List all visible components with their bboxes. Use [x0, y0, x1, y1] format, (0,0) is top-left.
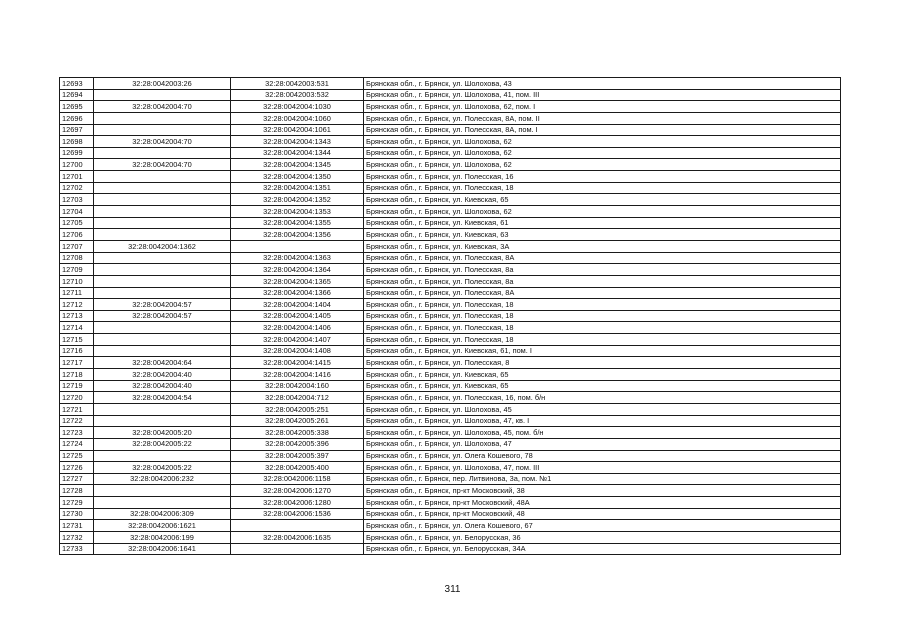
- table-row: [60, 473, 841, 485]
- address-cell: Брянская обл., г. Брянск, ул. Полесская, 16: [364, 171, 841, 183]
- row-number-cell: 12700: [60, 159, 94, 171]
- parent-cadastral-number-cell: 32:28:0042004:70: [94, 136, 231, 148]
- table-row: [60, 182, 841, 194]
- table-row: [60, 275, 841, 287]
- parent-cadastral-number-cell: [94, 89, 231, 101]
- parent-cadastral-number-cell: 32:28:0042006:309: [94, 508, 231, 520]
- cadastral-number-cell: 32:28:0042004:1408: [231, 345, 364, 357]
- table-row: [60, 485, 841, 497]
- parent-cadastral-number-cell: [94, 147, 231, 159]
- row-number-cell: 12725: [60, 450, 94, 462]
- cadastral-number-cell: 32:28:0042004:1406: [231, 322, 364, 334]
- address-cell: Брянская обл., г. Брянск, ул. Полесская, 8а: [364, 275, 841, 287]
- table-row: [60, 334, 841, 346]
- address-cell: Брянская обл., г. Брянск, ул. Киевская, 61: [364, 217, 841, 229]
- cadastral-number-cell: 32:28:0042004:712: [231, 392, 364, 404]
- cadastral-number-cell: 32:28:0042005:251: [231, 403, 364, 415]
- row-number-cell: 12695: [60, 101, 94, 113]
- table-row: [60, 89, 841, 101]
- parent-cadastral-number-cell: 32:28:0042004:57: [94, 299, 231, 311]
- parent-cadastral-number-cell: [94, 217, 231, 229]
- table-row: [60, 543, 841, 555]
- table-row: [60, 136, 841, 148]
- address-cell: Брянская обл., г. Брянск, ул. Киевская, 3А: [364, 240, 841, 252]
- parent-cadastral-number-cell: [94, 124, 231, 136]
- row-number-cell: 12732: [60, 531, 94, 543]
- address-cell: Брянская обл., г. Брянск, ул. Полесская, 18: [364, 322, 841, 334]
- row-number-cell: 12733: [60, 543, 94, 555]
- row-number-cell: 12699: [60, 147, 94, 159]
- row-number-cell: 12714: [60, 322, 94, 334]
- cadastral-number-cell: [231, 240, 364, 252]
- address-cell: Брянская обл., г. Брянск, ул. Полесская, 8А, пом. II: [364, 112, 841, 124]
- cadastral-number-cell: [231, 520, 364, 532]
- address-cell: Брянская обл., г. Брянск, ул. Шолохова, 41, пом. III: [364, 89, 841, 101]
- row-number-cell: 12698: [60, 136, 94, 148]
- address-cell: Брянская обл., г. Брянск, ул. Шолохова, 62: [364, 206, 841, 218]
- address-cell: Брянская обл., г. Брянск, ул. Киевская, 65: [364, 194, 841, 206]
- cadastral-number-cell: 32:28:0042006:1635: [231, 531, 364, 543]
- cadastral-number-cell: 32:28:0042003:531: [231, 78, 364, 90]
- cadastral-number-cell: 32:28:0042004:1415: [231, 357, 364, 369]
- cadastral-number-cell: 32:28:0042004:1350: [231, 171, 364, 183]
- cadastral-number-cell: 32:28:0042006:1270: [231, 485, 364, 497]
- parent-cadastral-number-cell: [94, 334, 231, 346]
- address-cell: Брянская обл., г. Брянск, ул. Полесская, 8а: [364, 264, 841, 276]
- cadastral-number-cell: 32:28:0042006:1280: [231, 497, 364, 509]
- row-number-cell: 12712: [60, 299, 94, 311]
- row-number-cell: 12701: [60, 171, 94, 183]
- parent-cadastral-number-cell: [94, 252, 231, 264]
- address-cell: Брянская обл., г. Брянск, ул. Белорусская, 34А: [364, 543, 841, 555]
- parent-cadastral-number-cell: [94, 264, 231, 276]
- parent-cadastral-number-cell: [94, 112, 231, 124]
- address-cell: Брянская обл., г. Брянск, ул. Шолохова, 62, пом. I: [364, 101, 841, 113]
- table-row: [60, 520, 841, 532]
- parent-cadastral-number-cell: 32:28:0042003:26: [94, 78, 231, 90]
- row-number-cell: 12719: [60, 380, 94, 392]
- row-number-cell: 12716: [60, 345, 94, 357]
- address-cell: Брянская обл., г. Брянск, ул. Киевская, 65: [364, 369, 841, 381]
- row-number-cell: 12721: [60, 403, 94, 415]
- row-number-cell: 12715: [60, 334, 94, 346]
- parent-cadastral-number-cell: 32:28:0042004:70: [94, 159, 231, 171]
- parent-cadastral-number-cell: 32:28:0042006:1621: [94, 520, 231, 532]
- parent-cadastral-number-cell: [94, 171, 231, 183]
- table-row: [60, 427, 841, 439]
- parent-cadastral-number-cell: [94, 345, 231, 357]
- records-table-body: [60, 78, 841, 555]
- row-number-cell: 12729: [60, 497, 94, 509]
- cadastral-number-cell: 32:28:0042004:1363: [231, 252, 364, 264]
- parent-cadastral-number-cell: [94, 403, 231, 415]
- table-row: [60, 299, 841, 311]
- table-row: [60, 508, 841, 520]
- cadastral-number-cell: 32:28:0042004:1364: [231, 264, 364, 276]
- table-row: [60, 415, 841, 427]
- address-cell: Брянская обл., г. Брянск, ул. Полесская, 18: [364, 334, 841, 346]
- parent-cadastral-number-cell: [94, 287, 231, 299]
- table-row: [60, 159, 841, 171]
- table-row: [60, 252, 841, 264]
- address-cell: Брянская обл., г. Брянск, ул. Шолохова, 62: [364, 147, 841, 159]
- address-cell: Брянская обл., г. Брянск, ул. Шолохова, 45: [364, 403, 841, 415]
- row-number-cell: 12724: [60, 438, 94, 450]
- cadastral-number-cell: 32:28:0042004:1416: [231, 369, 364, 381]
- records-table: [59, 77, 841, 555]
- cadastral-number-cell: 32:28:0042006:1158: [231, 473, 364, 485]
- cadastral-number-cell: 32:28:0042004:1343: [231, 136, 364, 148]
- cadastral-number-cell: 32:28:0042003:532: [231, 89, 364, 101]
- address-cell: Брянская обл., г. Брянск, ул. Полесская, 8: [364, 357, 841, 369]
- table-row: [60, 78, 841, 90]
- cadastral-number-cell: 32:28:0042005:400: [231, 462, 364, 474]
- cadastral-number-cell: 32:28:0042004:1365: [231, 275, 364, 287]
- table-row: [60, 112, 841, 124]
- parent-cadastral-number-cell: 32:28:0042005:22: [94, 462, 231, 474]
- row-number-cell: 12704: [60, 206, 94, 218]
- address-cell: Брянская обл., г. Брянск, пр-кт Московский, 48А: [364, 497, 841, 509]
- row-number-cell: 12711: [60, 287, 94, 299]
- table-row: [60, 264, 841, 276]
- address-cell: Брянская обл., г. Брянск, ул. Шолохова, 47: [364, 438, 841, 450]
- parent-cadastral-number-cell: [94, 229, 231, 241]
- address-cell: Брянская обл., г. Брянск, ул. Шолохова, 47, пом. III: [364, 462, 841, 474]
- table-row: [60, 403, 841, 415]
- table-row: [60, 380, 841, 392]
- row-number-cell: 12708: [60, 252, 94, 264]
- row-number-cell: 12710: [60, 275, 94, 287]
- parent-cadastral-number-cell: [94, 497, 231, 509]
- address-cell: Брянская обл., г. Брянск, ул. Полесская, 18: [364, 310, 841, 322]
- table-row: [60, 450, 841, 462]
- address-cell: Брянская обл., г. Брянск, ул. Олега Кошевого, 78: [364, 450, 841, 462]
- table-row: [60, 217, 841, 229]
- table-row: [60, 287, 841, 299]
- parent-cadastral-number-cell: [94, 182, 231, 194]
- parent-cadastral-number-cell: [94, 450, 231, 462]
- parent-cadastral-number-cell: [94, 194, 231, 206]
- address-cell: Брянская обл., г. Брянск, ул. Олега Кошевого, 67: [364, 520, 841, 532]
- row-number-cell: 12705: [60, 217, 94, 229]
- address-cell: Брянская обл., г. Брянск, ул. Киевская, 63: [364, 229, 841, 241]
- cadastral-number-cell: 32:28:0042004:1355: [231, 217, 364, 229]
- table-row: [60, 229, 841, 241]
- address-cell: Брянская обл., г. Брянск, ул. Шолохова, 45, пом. б/н: [364, 427, 841, 439]
- cadastral-number-cell: 32:28:0042006:1536: [231, 508, 364, 520]
- cadastral-number-cell: 32:28:0042004:1407: [231, 334, 364, 346]
- cadastral-number-cell: 32:28:0042005:261: [231, 415, 364, 427]
- address-cell: Брянская обл., г. Брянск, пр-кт Московский, 38: [364, 485, 841, 497]
- row-number-cell: 12697: [60, 124, 94, 136]
- table-row: [60, 531, 841, 543]
- parent-cadastral-number-cell: [94, 415, 231, 427]
- address-cell: Брянская обл., г. Брянск, ул. Полесская, 8А: [364, 287, 841, 299]
- table-row: [60, 240, 841, 252]
- parent-cadastral-number-cell: 32:28:0042004:1362: [94, 240, 231, 252]
- parent-cadastral-number-cell: [94, 275, 231, 287]
- row-number-cell: 12731: [60, 520, 94, 532]
- row-number-cell: 12713: [60, 310, 94, 322]
- cadastral-number-cell: 32:28:0042005:338: [231, 427, 364, 439]
- address-cell: Брянская обл., г. Брянск, ул. Шолохова, 47, кв. I: [364, 415, 841, 427]
- row-number-cell: 12693: [60, 78, 94, 90]
- cadastral-number-cell: 32:28:0042004:1356: [231, 229, 364, 241]
- cadastral-number-cell: 32:28:0042004:1060: [231, 112, 364, 124]
- cadastral-number-cell: 32:28:0042005:397: [231, 450, 364, 462]
- table-row: [60, 124, 841, 136]
- address-cell: Брянская обл., г. Брянск, ул. Полесская, 18: [364, 182, 841, 194]
- parent-cadastral-number-cell: 32:28:0042005:22: [94, 438, 231, 450]
- address-cell: Брянская обл., г. Брянск, ул. Шолохова, 43: [364, 78, 841, 90]
- address-cell: Брянская обл., г. Брянск, ул. Полесская, 8А: [364, 252, 841, 264]
- row-number-cell: 12694: [60, 89, 94, 101]
- row-number-cell: 12727: [60, 473, 94, 485]
- table-row: [60, 392, 841, 404]
- row-number-cell: 12702: [60, 182, 94, 194]
- table-row: [60, 438, 841, 450]
- parent-cadastral-number-cell: 32:28:0042005:20: [94, 427, 231, 439]
- row-number-cell: 12723: [60, 427, 94, 439]
- parent-cadastral-number-cell: 32:28:0042004:40: [94, 380, 231, 392]
- cadastral-number-cell: 32:28:0042004:1366: [231, 287, 364, 299]
- parent-cadastral-number-cell: 32:28:0042004:70: [94, 101, 231, 113]
- address-cell: Брянская обл., г. Брянск, пр-кт Московский, 48: [364, 508, 841, 520]
- parent-cadastral-number-cell: 32:28:0042004:64: [94, 357, 231, 369]
- parent-cadastral-number-cell: 32:28:0042004:54: [94, 392, 231, 404]
- table-row: [60, 345, 841, 357]
- table-row: [60, 206, 841, 218]
- parent-cadastral-number-cell: [94, 485, 231, 497]
- cadastral-number-cell: 32:28:0042004:1352: [231, 194, 364, 206]
- row-number-cell: 12696: [60, 112, 94, 124]
- parent-cadastral-number-cell: [94, 322, 231, 334]
- address-cell: Брянская обл., г. Брянск, ул. Шолохова, 62: [364, 159, 841, 171]
- address-cell: Брянская обл., г. Брянск, ул. Шолохова, 62: [364, 136, 841, 148]
- row-number-cell: 12717: [60, 357, 94, 369]
- row-number-cell: 12706: [60, 229, 94, 241]
- parent-cadastral-number-cell: 32:28:0042004:57: [94, 310, 231, 322]
- table-row: [60, 310, 841, 322]
- table-row: [60, 357, 841, 369]
- table-row: [60, 369, 841, 381]
- cadastral-number-cell: 32:28:0042004:1030: [231, 101, 364, 113]
- address-cell: Брянская обл., г. Брянск, пер. Литвинова, 3а, пом. №1: [364, 473, 841, 485]
- row-number-cell: 12703: [60, 194, 94, 206]
- row-number-cell: 12720: [60, 392, 94, 404]
- row-number-cell: 12726: [60, 462, 94, 474]
- row-number-cell: 12722: [60, 415, 94, 427]
- row-number-cell: 12730: [60, 508, 94, 520]
- address-cell: Брянская обл., г. Брянск, ул. Полесская, 8А, пом. I: [364, 124, 841, 136]
- parent-cadastral-number-cell: 32:28:0042006:1641: [94, 543, 231, 555]
- cadastral-number-cell: 32:28:0042005:396: [231, 438, 364, 450]
- cadastral-number-cell: 32:28:0042004:1345: [231, 159, 364, 171]
- address-cell: Брянская обл., г. Брянск, ул. Полесская, 18: [364, 299, 841, 311]
- cadastral-number-cell: [231, 543, 364, 555]
- table-row: [60, 171, 841, 183]
- address-cell: Брянская обл., г. Брянск, ул. Белорусская, 36: [364, 531, 841, 543]
- row-number-cell: 12709: [60, 264, 94, 276]
- table-row: [60, 497, 841, 509]
- table-row: [60, 147, 841, 159]
- cadastral-number-cell: 32:28:0042004:1344: [231, 147, 364, 159]
- cadastral-number-cell: 32:28:0042004:1404: [231, 299, 364, 311]
- cadastral-number-cell: 32:28:0042004:1061: [231, 124, 364, 136]
- address-cell: Брянская обл., г. Брянск, ул. Киевская, 65: [364, 380, 841, 392]
- parent-cadastral-number-cell: 32:28:0042004:40: [94, 369, 231, 381]
- cadastral-number-cell: 32:28:0042004:1351: [231, 182, 364, 194]
- cadastral-number-cell: 32:28:0042004:160: [231, 380, 364, 392]
- row-number-cell: 12718: [60, 369, 94, 381]
- parent-cadastral-number-cell: 32:28:0042006:232: [94, 473, 231, 485]
- cadastral-number-cell: 32:28:0042004:1405: [231, 310, 364, 322]
- table-row: [60, 322, 841, 334]
- row-number-cell: 12707: [60, 240, 94, 252]
- parent-cadastral-number-cell: [94, 206, 231, 218]
- page-number: 311: [444, 584, 461, 595]
- address-cell: Брянская обл., г. Брянск, ул. Киевская, 61, пом. I: [364, 345, 841, 357]
- row-number-cell: 12728: [60, 485, 94, 497]
- table-row: [60, 101, 841, 113]
- address-cell: Брянская обл., г. Брянск, ул. Полесская, 16, пом. б/н: [364, 392, 841, 404]
- cadastral-number-cell: 32:28:0042004:1353: [231, 206, 364, 218]
- table-row: [60, 462, 841, 474]
- table-row: [60, 194, 841, 206]
- parent-cadastral-number-cell: 32:28:0042006:199: [94, 531, 231, 543]
